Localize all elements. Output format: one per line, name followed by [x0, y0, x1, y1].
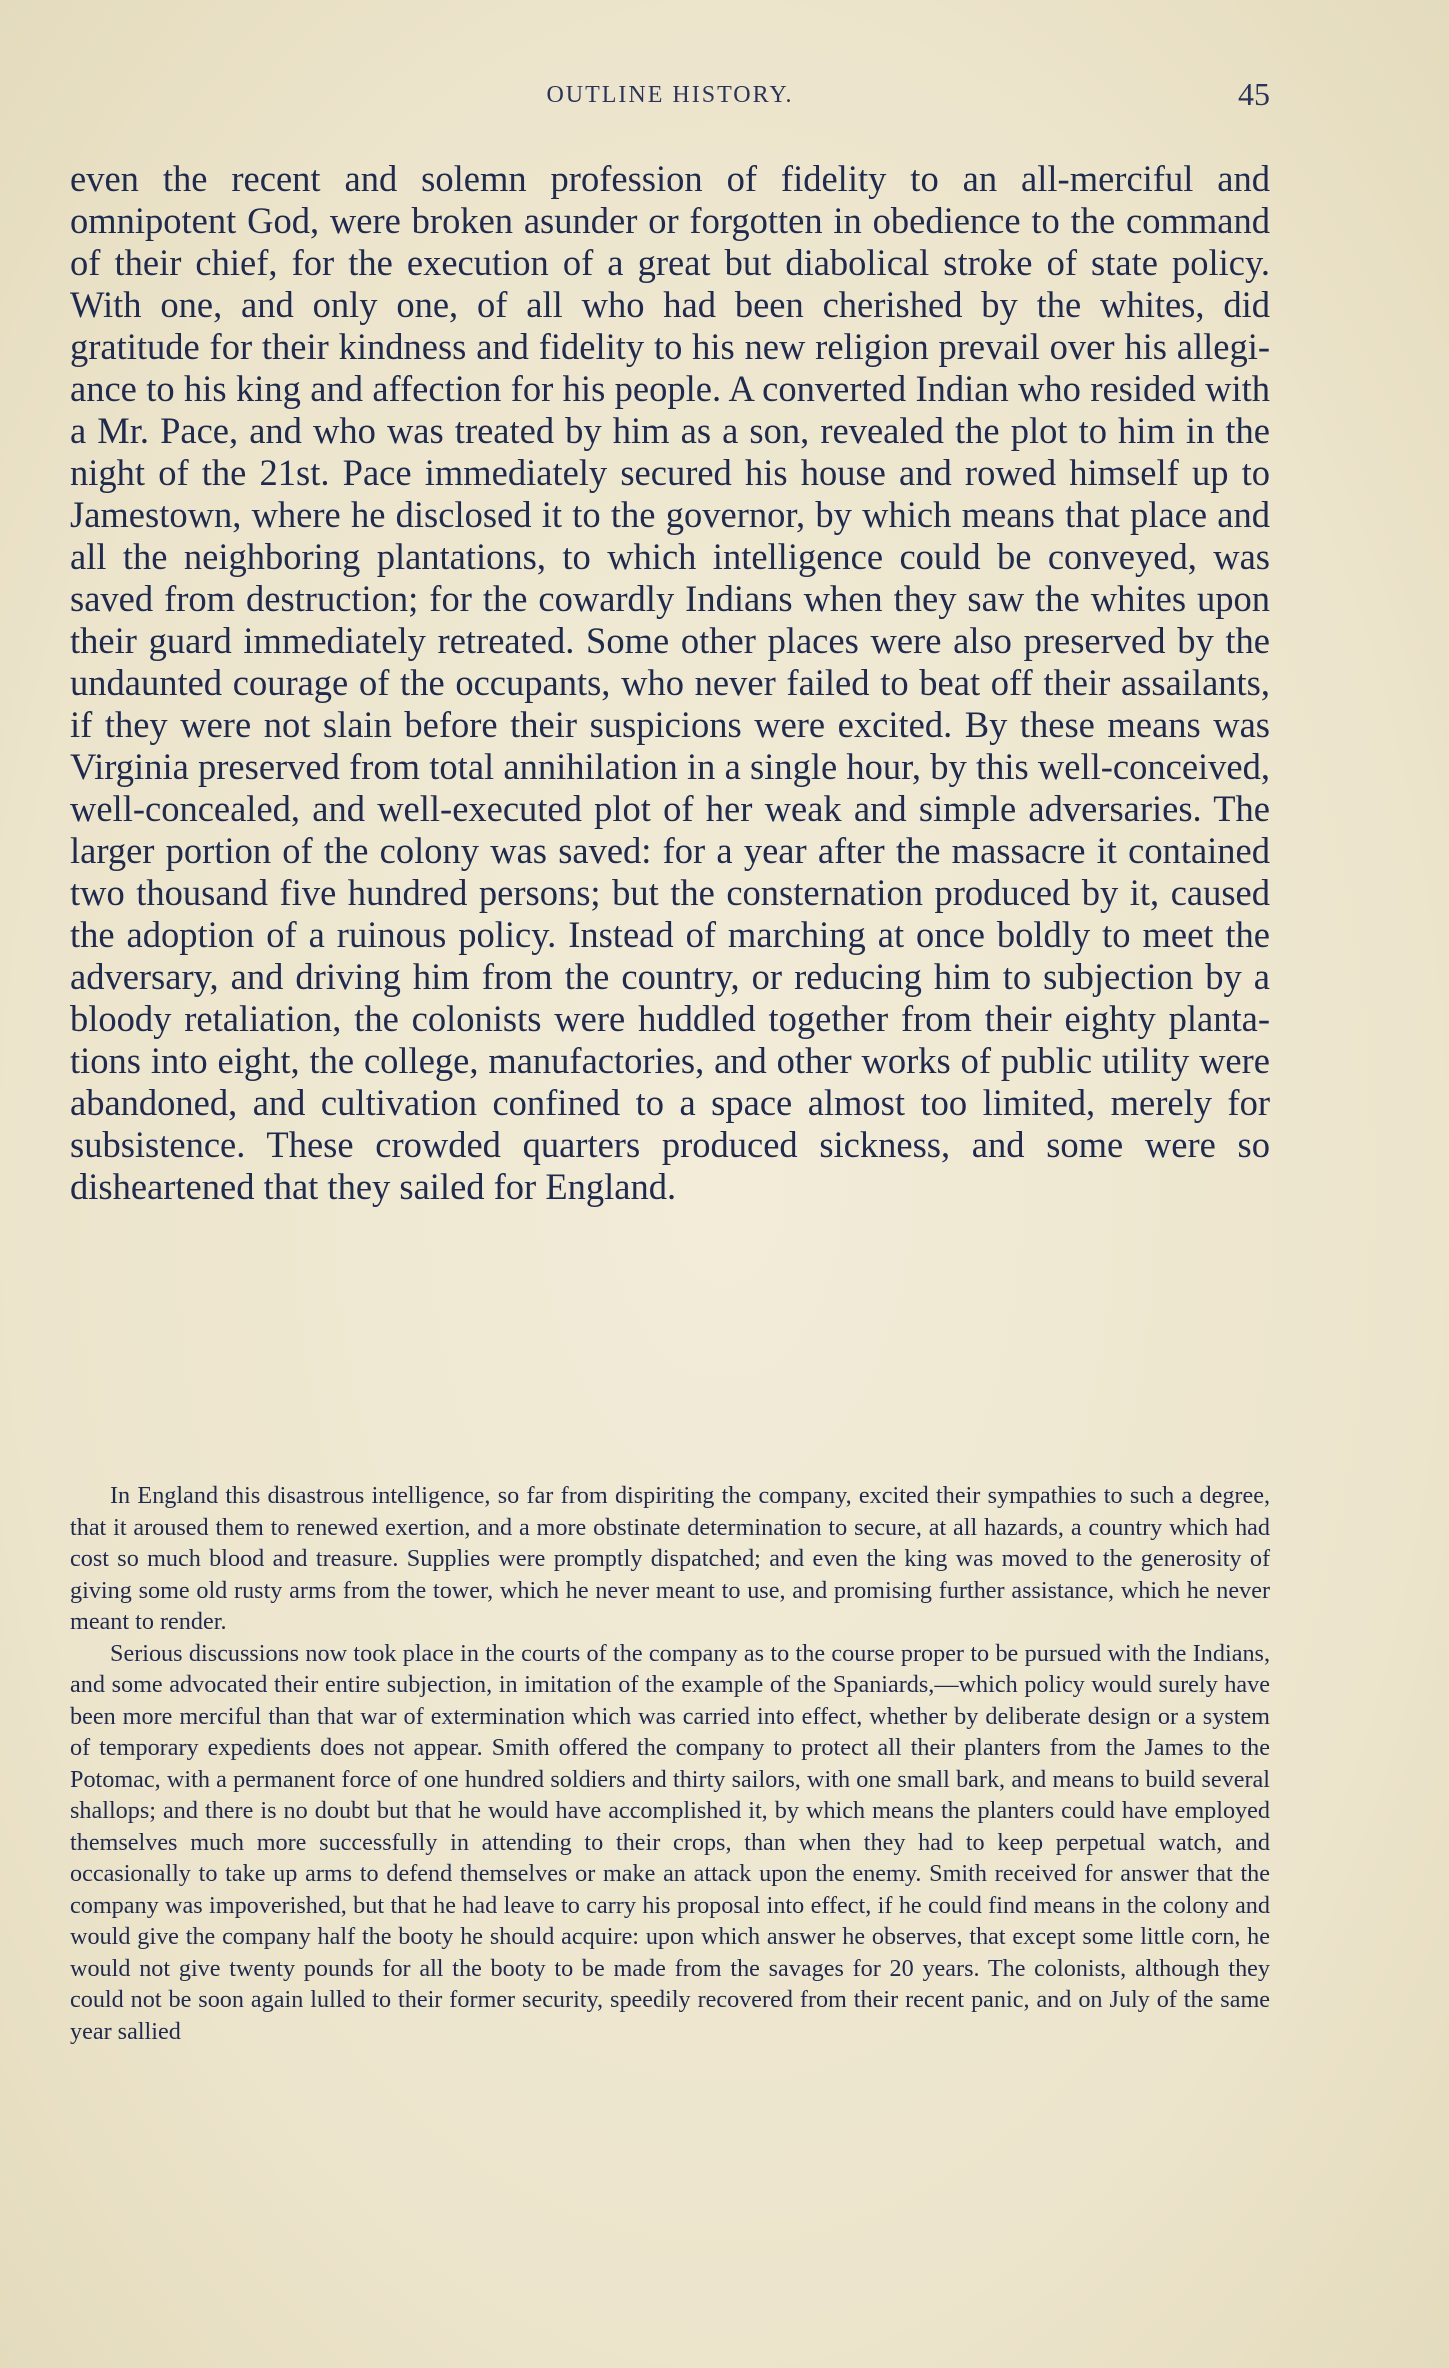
running-head-title: OUTLINE HISTORY. [546, 82, 794, 108]
footnotes [70, 1480, 1270, 2047]
page-number: 45 [1238, 76, 1270, 112]
footnote-paragraph-2: Serious discussions now took place in the courts of the company as to the course proper to be pursued with the Indians, and some advocated their entire subjection, in imitation of the example of the Spaniards,—which policy would surely have been more merciful than that war of extermination which was carried into effect, whether by deliberate design or a system of temporary expedients does not appear. Smith offered the company to protect all their planters from the James to the Potomac, with a permanent force of one hundred soldiers and thirty sailors, with one small bark, and means to build several shallops; and there is no doubt but that he would have accomplished it, by which means the planters could have employed themselves much more successfully in attending to their crops, than when they had to keep perpetual watch, and occasionally to take up arms to defend themselves or make an attack upon the enemy. Smith received for answer that the company was impoverished, but that he had leave to carry his proposal into effect, if he could find means in the colony and would give the company half the booty he should acquire: upon which answer he observes, that except some little corn, he would not give twenty pounds for all the booty to be made from the savages for 20 years. The colonists, although they could not be soon again lulled to their former security, speedily recovered from their recent panic, and on July of the same year sallied [70, 1639, 1270, 2045]
footnote-paragraph-1: In England this disastrous intelligence, so far from dispiriting the company, excited their sympathies to such a degree, that it aroused them to renewed exertion, and a more obstinate determination to secure, at all hazards, a country which had cost so much blood and treasure. Supplies were promptly dispatched; and even the king was moved to the generosity of giving some old rusty arms from the tower, which he never meant to use, and promising further assistance, which he never meant to render. [70, 1482, 1270, 1635]
main-paragraph: even the recent and solemn profession of fidelity to an all-merciful and omnipotent God, were broken asunder or forgotten in obedience to the command of their chief, for the execution of a great but diabolical stroke of state policy. With one, and only one, of all who had been cherished by the whites, did gratitude for their kindness and fidelity to his new religion prevail over his allegiance to his king and affection for his people. A converted Indian who resided with a Mr. Pace, and who was treated by him as a son, revealed the plot to him in the night of the 21st. Pace immediately secured his house and rowed himself up to Jamestown, where he disclosed it to the governor, by which means that place and all the neighboring plantations, to which intelligence could be conveyed, was saved from destruction; for the cowardly Indians when they saw the whites upon their guard immediately retreated. Some other places were also preserved by the undaunted courage of the occupants, who never failed to beat off their assailants, if they were not slain before their suspicions were excited. By these means was Virginia preserved from total annihilation in a single hour, by this well-conceived, well-concealed, and well-executed plot of her weak and simple adversaries. The larger portion of the colony was saved: for a year after the massacre it contained two thousand five hundred persons; but the consternation produced by it, caused the adoption of a ruinous policy. Instead of marching at once boldly to meet the adversary, and driving him from the country, or reducing him to subjection by a bloody retaliation, the colonists were huddled together from their eighty plantations into eight, the college, manufactories, and other works of public utility were abandoned, and cultivation confined to a space almost too limited, merely for subsistence. These crowded quarters produced sickness, and some were so disheartened that they sailed for England. [70, 158, 1270, 1207]
running-head [70, 76, 1270, 122]
